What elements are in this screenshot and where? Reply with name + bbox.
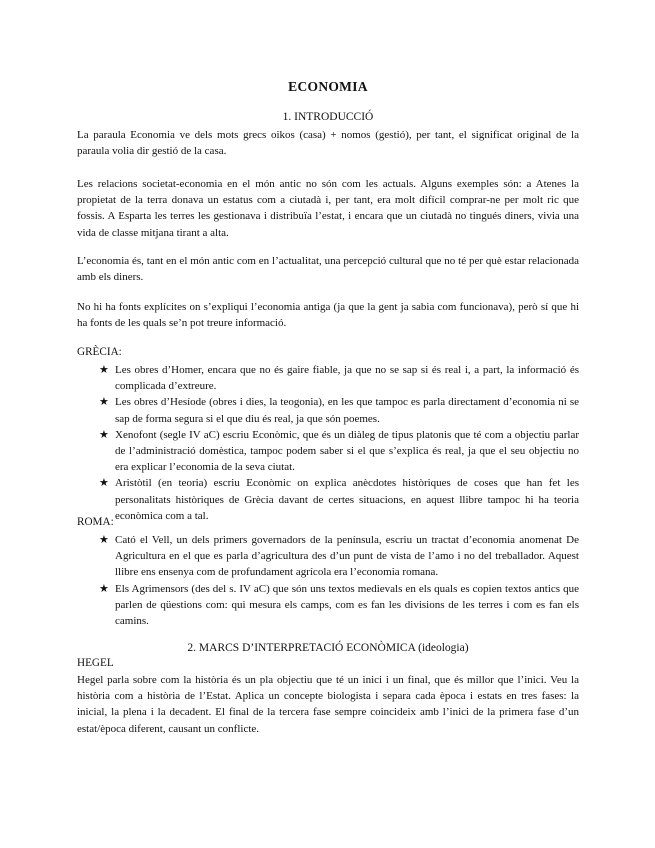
grecia-source-list — [77, 362, 579, 524]
list-item — [77, 475, 579, 524]
star-icon: ★ — [99, 427, 109, 441]
list-item-text: Les obres d’Homer, encara que no és gaire fiable, ja que no se sap si és real i, a part, la informació és complicada d’extreure. — [115, 364, 579, 393]
list-item-text: Les obres d’Hesíode (obres i dies, la teogonia), en les que tampoc es parla directament d’economia ni se sap de forma segura si el que diu és real, ja que són poemes. — [115, 396, 579, 425]
list-item-text: Aristòtil (en teoria) escriu Econòmic on explica anècdotes històriques de coses que han fet les personalitats històriques de Grècia davant de certes situacions, en aquest llibre tampoc hi ha teoria econòmica com a tal. — [115, 477, 579, 522]
roma-source-list — [77, 532, 579, 629]
intro-paragraph-4: No hi ha fonts explícites on s’expliqui l’economia antiga (ja que la gent ja sabia com funcionava), però sí que hi ha fonts de les quals se’n pot treure informació. — [77, 301, 579, 330]
list-item — [77, 532, 579, 581]
intro-paragraph-3: L’economia és, tant en el món antic com en l’actualitat, una percepció cultural que no té per què estar relacionada amb els diners. — [77, 255, 579, 284]
list-item — [77, 362, 579, 394]
list-item — [77, 394, 579, 426]
hegel-label: HEGEL — [77, 657, 114, 669]
document-title: ECONOMIA — [288, 79, 368, 94]
star-icon: ★ — [99, 476, 109, 490]
section-heading-introduccio: 1. INTRODUCCIÓ — [282, 111, 374, 123]
list-item-text: Xenofont (segle IV aC) escriu Econòmic, que és un diàleg de tipus platonis que té com a objectiu parlar de l’administració domèstica, tampoc podem saber si el que s’explica és real, ja que el seu objectiu no era explicar l’economia de la seva ciutat. — [115, 428, 579, 474]
intro-paragraph-2: Les relacions societat-economia en el món antic no són com les actuals. Alguns exemples són: a Atenes la propietat de la terra donava un estatus com a ciutadà i, per tant, era molt difícil comprar-ne per molt ric que fossis. A Esparta les terres les gestionava i distribuïa l’estat, i encara que un ciutadà no tingués diners, vivia una vida de classe mitjana tirant a alta. — [77, 178, 579, 239]
star-icon: ★ — [99, 363, 109, 376]
hegel-paragraph: Hegel parla sobre com la història és un pla objectiu que té un inici i un final, que és millor que l’inici. Veu la història com a història de l’Estat. Aplica un concepte biologista i separa cada època i estats en tres fases: la inicial, la plena i la decadent. El final de la tercera fase sempre coincideix amb l’inici de la primera fase d’un estat/època diferent, causant un conflicte. — [77, 674, 579, 735]
roma-label: ROMA: — [77, 516, 114, 528]
intro-paragraph-1: La paraula Economia ve dels mots grecs oikos (casa) + nomos (gestió), per tant, el significat original de la paraula volia dir gestió de la casa. — [77, 129, 579, 158]
list-item-text: Cató el Vell, un dels primers governadors de la península, escriu un tractat d’economia anomenat De Agricultura en el que es parla d’agricultura des d’un punt de vista de l’amo i no del treballador. Aquest llibre ens ensenya com de profundament agrícola era l’economia romana. — [115, 534, 579, 579]
grecia-label: GRÈCIA: — [77, 346, 122, 358]
star-icon: ★ — [99, 533, 109, 546]
star-icon: ★ — [99, 395, 109, 409]
list-item-text: Els Agrimensors (des del s. IV aC) que són uns textos medievals en els quals es copien textos antics que parlen de qüestions com: qui mesura els camps, com es fan les divisions de les terres i com es fan els camins. — [115, 582, 579, 628]
list-item — [77, 581, 579, 630]
section-heading-marcs: 2. MARCS D’INTERPRETACIÓ ECONÒMICA (ideologia) — [187, 642, 469, 654]
list-item — [77, 427, 579, 476]
star-icon: ★ — [99, 581, 109, 595]
